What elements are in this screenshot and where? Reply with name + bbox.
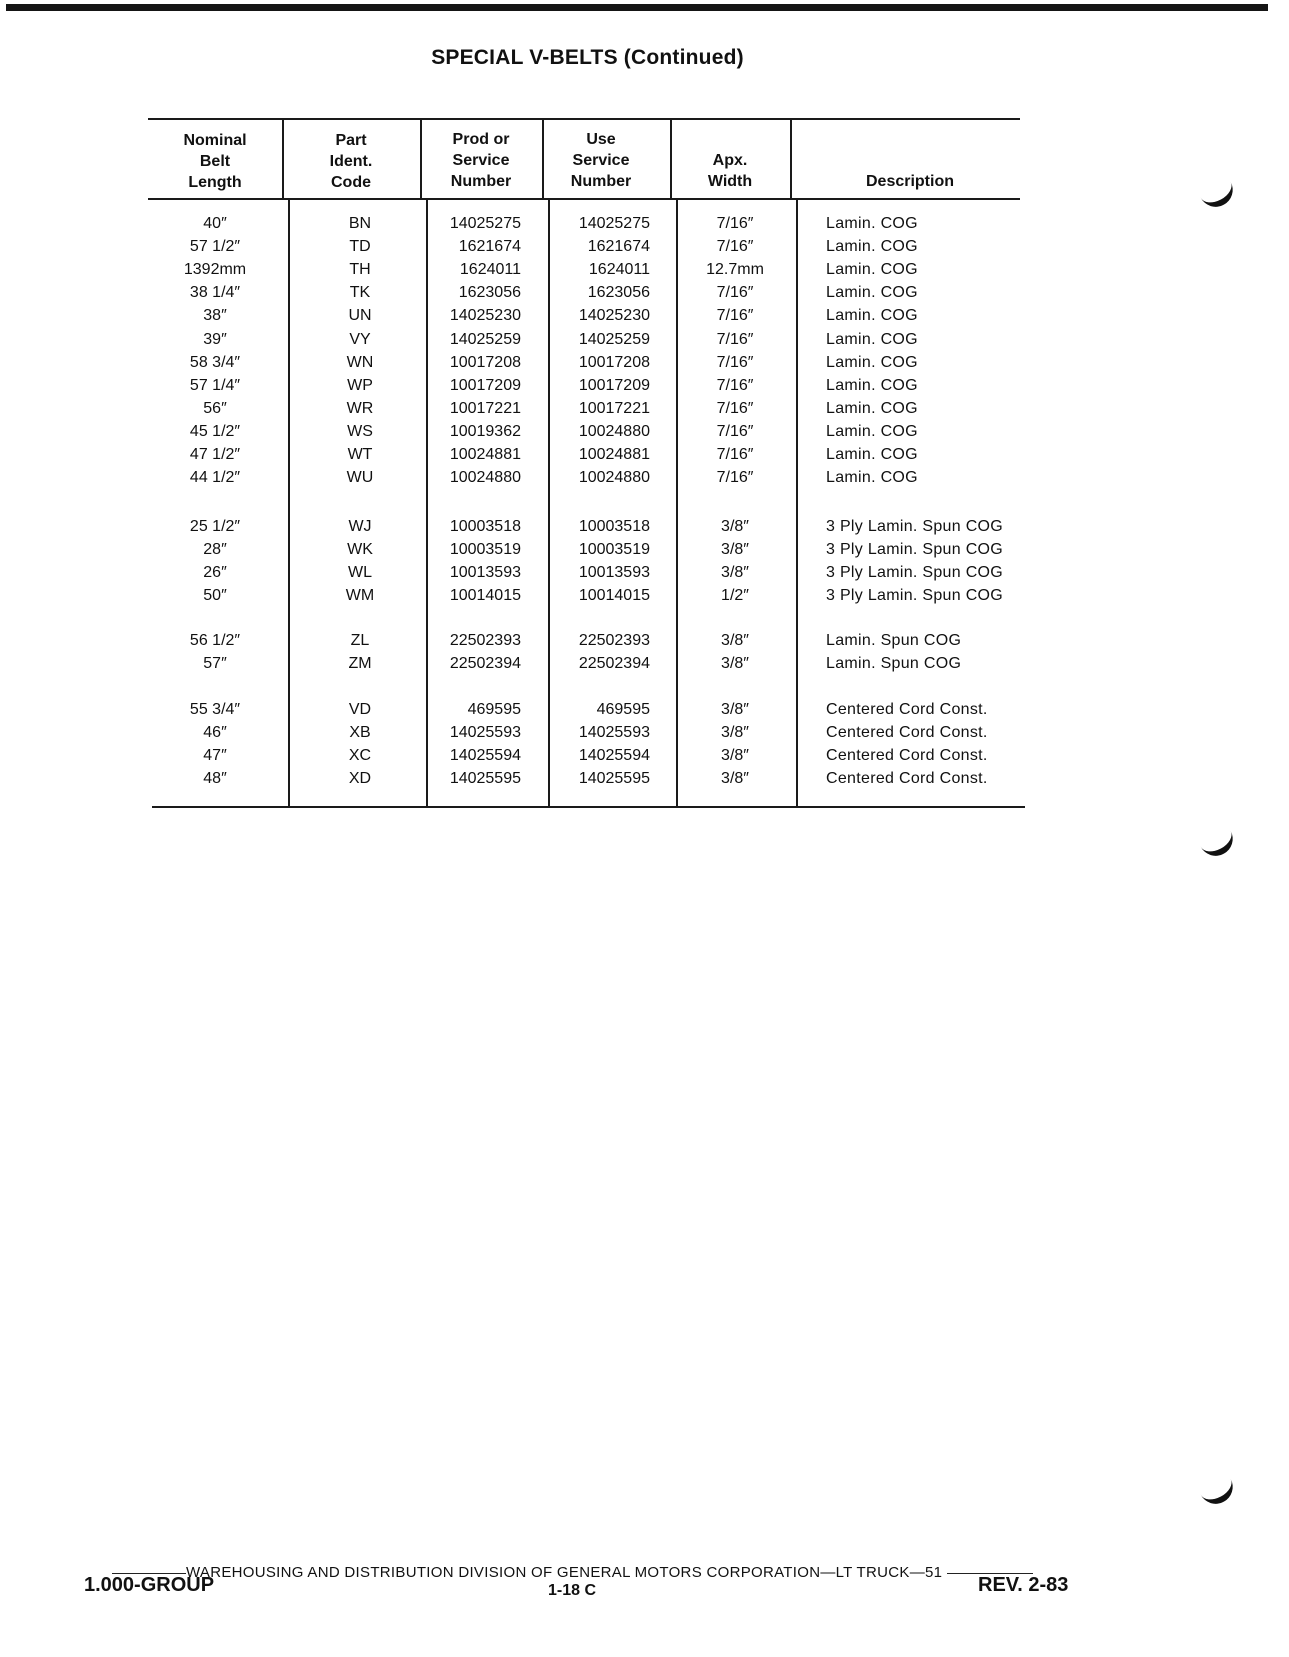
belt-length-cell: 56 1/2″ [189,632,241,649]
description-cell: Lamin. COG [826,238,918,256]
width-cell: 7/16″ [716,376,754,394]
belt-length-cell: 56″ [203,399,227,417]
description-cell: 3 Ply Lamin. Spun COG [826,587,1004,605]
width-cell: 7/16″ [716,399,754,417]
prod-number-cell: 10003519 [449,541,521,559]
prod-number-cell: 10017209 [449,376,521,394]
part-code-cell: UN [348,307,372,325]
use-number-cell: 1623056 [587,284,650,302]
use-number-cell: 1621674 [587,238,650,256]
width-cell: 3/8″ [721,655,749,673]
header-prod-text: Prod or Service Number [450,131,512,190]
prod-number-cell: 10019362 [449,422,521,440]
belt-length-cell: 55 3/4″ [189,701,241,718]
part-code-cell: WP [347,376,373,394]
part-code-cell: WL [348,564,372,582]
part-code-cell: TD [349,238,371,256]
prod-number-cell: 1623056 [458,284,521,302]
use-number-cell: 14025275 [578,215,650,232]
width-cell: 7/16″ [716,238,754,256]
prod-number-cell: 469595 [467,701,521,718]
width-cell: 3/8″ [721,770,749,788]
belt-length-cell: 38 1/4″ [189,284,241,302]
header-desc [798,171,1022,192]
width-cell: 7/16″ [716,446,754,463]
header-prod [422,129,540,192]
part-code-cell: WM [345,587,375,605]
use-number-cell: 10024880 [578,422,650,440]
width-cell: 3/8″ [721,541,749,559]
prod-number-cell: 10013593 [449,564,521,582]
use-number-cell: 22502394 [578,655,650,673]
belt-length-cell: 47 1/2″ [189,446,241,463]
prod-number-cell: 22502393 [449,632,521,649]
part-code-cell: XC [348,747,372,765]
use-number-cell: 14025230 [578,307,650,325]
margin-tick-mark [1199,179,1238,213]
table-bottom-rule [152,806,1025,808]
description-cell: Lamin. COG [826,307,918,325]
width-cell: 7/16″ [716,215,754,232]
description-cell: 3 Ply Lamin. Spun COG [826,518,1004,535]
description-cell: Lamin. COG [826,422,918,440]
prod-number-cell: 14025593 [449,724,521,742]
part-code-cell: WN [346,353,374,371]
description-cell: 3 Ply Lamin. Spun COG [826,541,1004,559]
footer-page-number: 1-18 C [548,1582,597,1599]
description-cell: Lamin. Spun COG [826,655,962,673]
description-cell: Lamin. COG [826,353,918,371]
width-cell: 3/8″ [721,564,749,582]
table-top-rule [148,118,1020,120]
prod-number-cell: 10024880 [449,469,521,487]
footer-division-text: WAREHOUSING AND DISTRIBUTION DIVISION OF GENERAL MOTORS CORPORATION—LT TRUCK—51 [186,1564,943,1581]
column-divider [796,198,798,808]
description-cell: Centered Cord Const. [826,770,988,788]
header-width-text: Apx. Width [707,152,753,190]
belt-length-cell: 46″ [203,724,227,742]
belt-length-cell: 26″ [203,564,227,582]
width-cell: 1/2″ [721,587,749,605]
description-cell: Lamin. COG [826,446,918,463]
width-cell: 3/8″ [721,632,749,649]
prod-number-cell: 10017221 [449,399,521,417]
belt-length-cell: 1392mm [183,261,247,279]
width-cell: 7/16″ [716,469,754,487]
prod-number-cell: 10014015 [449,587,521,605]
header-length [150,130,280,193]
column-divider [676,198,678,808]
part-code-cell: TK [349,284,371,302]
header-use [544,129,658,192]
width-cell: 3/8″ [721,747,749,765]
header-code [284,130,418,193]
width-cell: 3/8″ [721,518,749,535]
use-number-cell: 10013593 [578,564,650,582]
prod-number-cell: 14025594 [449,747,521,765]
part-code-cell: BN [348,215,372,232]
description-cell: Lamin. COG [826,469,918,487]
footer-group: 1.000-GROUP [84,1574,215,1596]
belt-length-cell: 38″ [203,307,227,325]
use-number-cell: 10014015 [578,587,650,605]
part-code-cell: XD [348,770,372,788]
description-cell: Centered Cord Const. [826,724,988,742]
description-cell: Lamin. COG [826,284,918,302]
belt-length-cell: 39″ [203,330,227,348]
prod-number-cell: 14025259 [449,330,521,348]
prod-number-cell: 14025230 [449,307,521,325]
use-number-cell: 10024881 [578,446,650,463]
description-cell: Centered Cord Const. [826,747,988,765]
part-code-cell: VD [348,701,372,718]
belt-length-cell: 50″ [203,587,227,605]
description-cell: Lamin. Spun COG [826,632,962,649]
part-code-cell: TH [349,261,371,279]
width-cell: 7/16″ [716,422,754,440]
use-number-cell: 22502393 [578,632,650,649]
page-title: SPECIAL V-BELTS (Continued) [431,46,744,69]
part-code-cell: WT [347,446,373,463]
belt-length-cell: 25 1/2″ [189,518,241,535]
width-cell: 7/16″ [716,353,754,371]
description-cell: 3 Ply Lamin. Spun COG [826,564,1004,582]
use-number-cell: 10003519 [578,541,650,559]
margin-tick-mark [1199,828,1238,862]
part-code-cell: ZL [350,632,370,649]
belt-length-cell: 47″ [203,747,227,765]
description-cell: Lamin. COG [826,376,918,394]
width-cell: 7/16″ [716,330,754,348]
use-number-cell: 14025595 [578,770,650,788]
belt-length-cell: 48″ [203,770,227,788]
footer-division [112,1564,1072,1581]
belt-length-cell: 57 1/4″ [189,376,241,394]
use-number-cell: 10024880 [578,469,650,487]
footer-revision: REV. 2-83 [978,1574,1069,1596]
use-number-cell: 14025593 [578,724,650,742]
top-rule [6,4,1268,11]
belt-length-cell: 28″ [203,541,227,559]
width-cell: 3/8″ [721,724,749,742]
prod-number-cell: 14025275 [449,215,521,232]
part-code-cell: VY [349,330,371,348]
description-cell: Lamin. COG [826,261,918,279]
margin-tick-mark [1199,1476,1238,1510]
prod-number-cell: 10003518 [449,518,521,535]
part-code-cell: WR [346,399,374,417]
belt-length-cell: 57″ [203,655,227,673]
belt-length-cell: 58 3/4″ [189,353,241,371]
width-cell: 12.7mm [706,261,764,279]
description-cell: Lamin. COG [826,330,918,348]
width-cell: 7/16″ [716,284,754,302]
belt-length-cell: 44 1/2″ [189,469,241,487]
use-number-cell: 14025259 [578,330,650,348]
header-bottom-rule [148,198,1020,200]
part-code-cell: WJ [348,518,372,535]
use-number-cell: 469595 [596,701,650,718]
header-code-text: Part Ident. Code [329,132,373,191]
part-code-cell: WK [347,541,373,559]
column-divider [790,118,792,200]
header-desc-text: Description [865,173,954,190]
use-number-cell: 10017208 [578,353,650,371]
belt-length-cell: 45 1/2″ [189,422,241,440]
part-code-cell: XB [349,724,371,742]
use-number-cell: 10017221 [578,399,650,417]
use-number-cell: 10017209 [578,376,650,394]
use-number-cell: 1624011 [588,261,650,279]
prod-number-cell: 14025595 [449,770,521,788]
part-code-cell: ZM [348,655,372,673]
prod-number-cell: 1621674 [458,238,521,256]
header-use-text: Use Service Number [570,131,632,190]
description-cell: Lamin. COG [826,215,918,232]
width-cell: 3/8″ [721,701,749,718]
description-cell: Centered Cord Const. [826,701,988,718]
belt-length-cell: 40″ [203,215,227,232]
prod-number-cell: 22502394 [449,655,521,673]
use-number-cell: 14025594 [578,747,650,765]
belt-length-cell: 57 1/2″ [189,238,241,256]
description-cell: Lamin. COG [826,399,918,417]
part-code-cell: WU [346,469,374,487]
header-length-text: Nominal Belt Length [183,132,247,191]
header-width [672,150,788,192]
use-number-cell: 10003518 [578,518,650,535]
prod-number-cell: 10017208 [449,353,521,371]
part-code-cell: WS [347,422,373,440]
width-cell: 7/16″ [716,307,754,325]
prod-number-cell: 1624011 [459,261,521,279]
prod-number-cell: 10024881 [449,446,521,463]
